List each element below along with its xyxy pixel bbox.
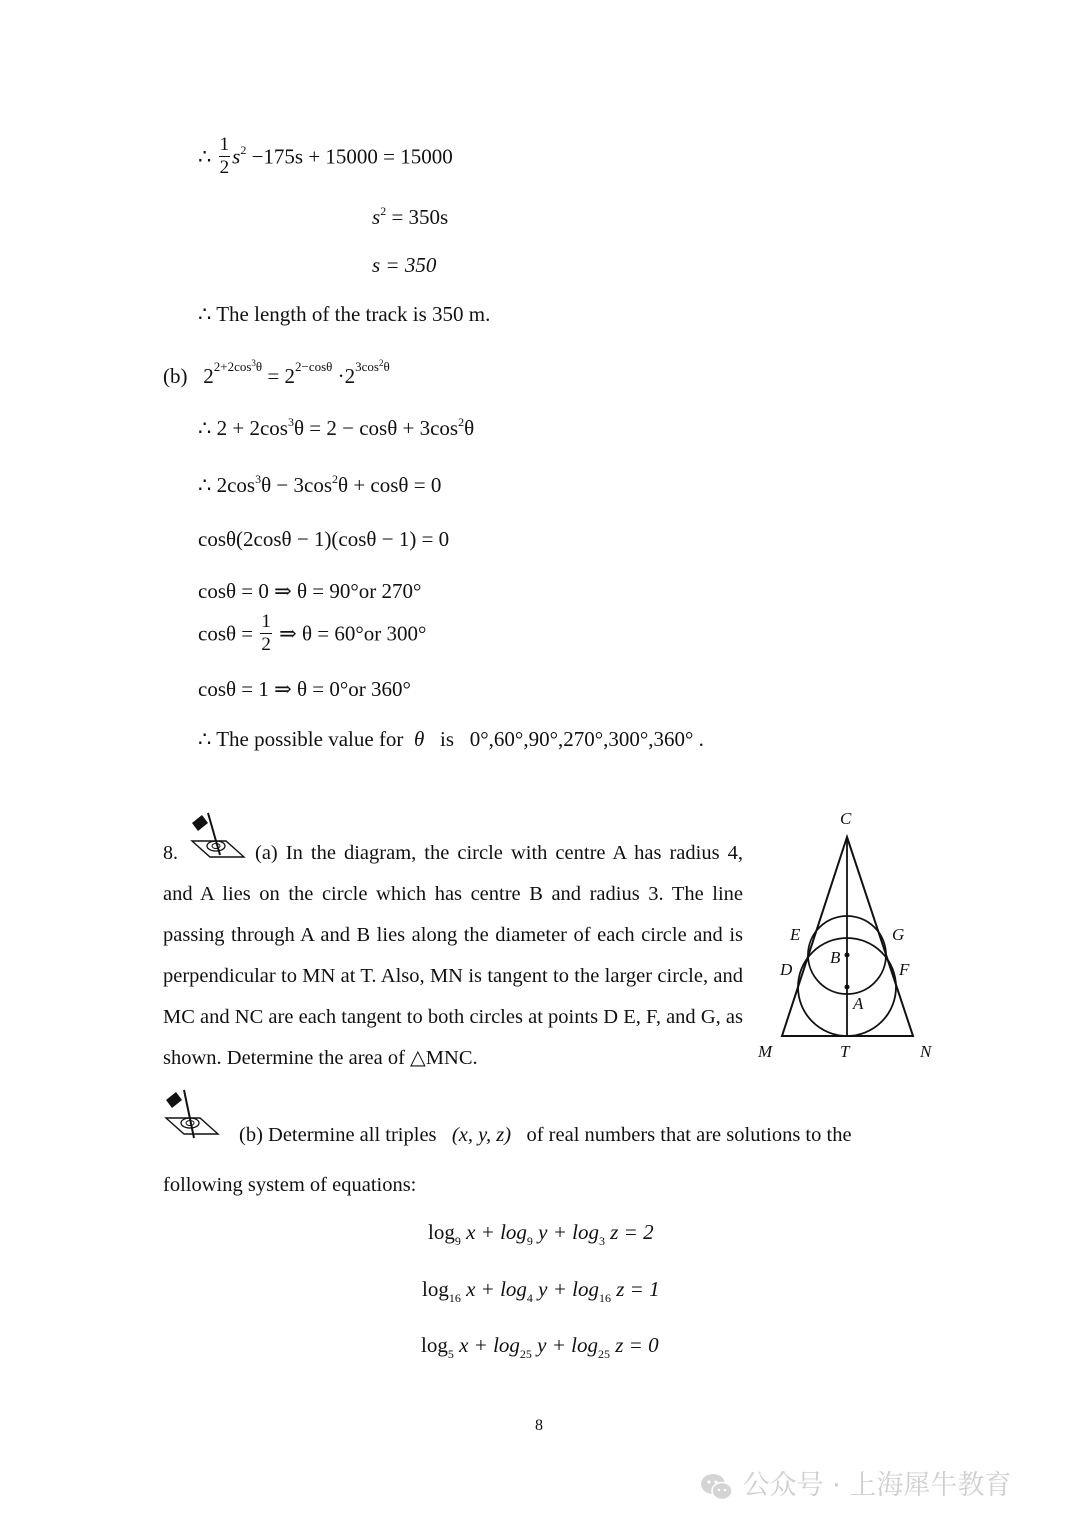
theta-conclusion: ∴ The possible value for θ is 0°,60°,90°,270°,300°,360° .: [198, 727, 704, 751]
fraction-half-b: $\frac{1}{2}$: [261, 611, 271, 655]
log-equation-3: $\log_5 x + \log_{25} y + \log_{25} z = 0$: [421, 1333, 659, 1361]
eq-track-1: ∴ $\frac{1}{2}$ $s^2 -175s + 15000 = 15000$: [198, 134, 453, 178]
wechat-icon: [700, 1472, 734, 1502]
eq-b-3: ∴ $2\cos^3\theta - 3\cos^2\theta + \cos\theta = 0$: [198, 472, 442, 497]
question8-part-b-line1: (b) Determine all triples (x, y, z) of real numbers that are solutions to the: [239, 1124, 852, 1146]
page-number: 8: [535, 1417, 543, 1434]
eq-track-2: $s^2 = 350s$: [372, 204, 449, 229]
eq-b-5: cosθ = 0 ⇒ θ = 90°or 270°: [198, 579, 422, 603]
log-equation-2: $\log_{16} x + \log_4 y + \log_{16} z = 1$: [422, 1277, 660, 1305]
eq-b-4: cosθ(2cosθ − 1)(cosθ − 1) = 0: [198, 527, 450, 551]
footer-text: 公众号 · 上海犀牛教育: [742, 1470, 1012, 1501]
eq-b-7: cosθ = 1 ⇒ θ = 0°or 360°: [198, 677, 411, 701]
pen-icon-b: [162, 1088, 220, 1142]
label-f: F: [899, 960, 910, 979]
label-d: D: [780, 960, 793, 979]
label-b: B: [830, 948, 841, 967]
triangle-circles-diagram: [755, 805, 945, 1067]
label-n: N: [920, 1042, 932, 1061]
label-g: G: [892, 925, 905, 944]
footer-watermark: [700, 1463, 1011, 1502]
question-number: 8.: [163, 842, 178, 864]
fraction-half: $\frac{1}{2}$: [219, 134, 230, 178]
label-c: C: [840, 809, 852, 828]
eq-track-3: s = 350: [372, 253, 437, 277]
question8-part-b-line2: following system of equations:: [163, 1174, 417, 1196]
label-a: A: [853, 994, 864, 1013]
label-e: E: [790, 925, 801, 944]
question8-part-a-text: (a) In the diagram, the circle with centre A has radius 4, and A lies on the circle which has centre B and radius 3. The line passing through A and B lies along the diameter of each circle and is perpendicular to MN at T. Also, MN is tangent to the larger circle, and MC and NC are each tangent to both circles at points D E, F, and G, as shown. Determine the area of △MNC.: [163, 842, 743, 1069]
track-conclusion: ∴ The length of the track is 350 m.: [198, 302, 491, 326]
eq-b-2: ∴ $2 + 2\cos^3\theta = 2 - \cos\theta + 3\cos^2\theta$: [198, 415, 475, 440]
label-t: T: [840, 1042, 850, 1061]
label-m: M: [758, 1042, 773, 1061]
log-equation-1: $\log_9 x + \log_9 y + \log_3 z = 2$: [428, 1220, 654, 1248]
eq-b-1: (b) $2^{2+2cos^3\theta} = 2^{2-cos\theta} \cdot 2^{3cos^2\theta}$: [163, 358, 390, 388]
eq-b-6: cosθ = $\frac{1}{2}$ ⇒ θ = 60°or 300°: [198, 611, 427, 655]
